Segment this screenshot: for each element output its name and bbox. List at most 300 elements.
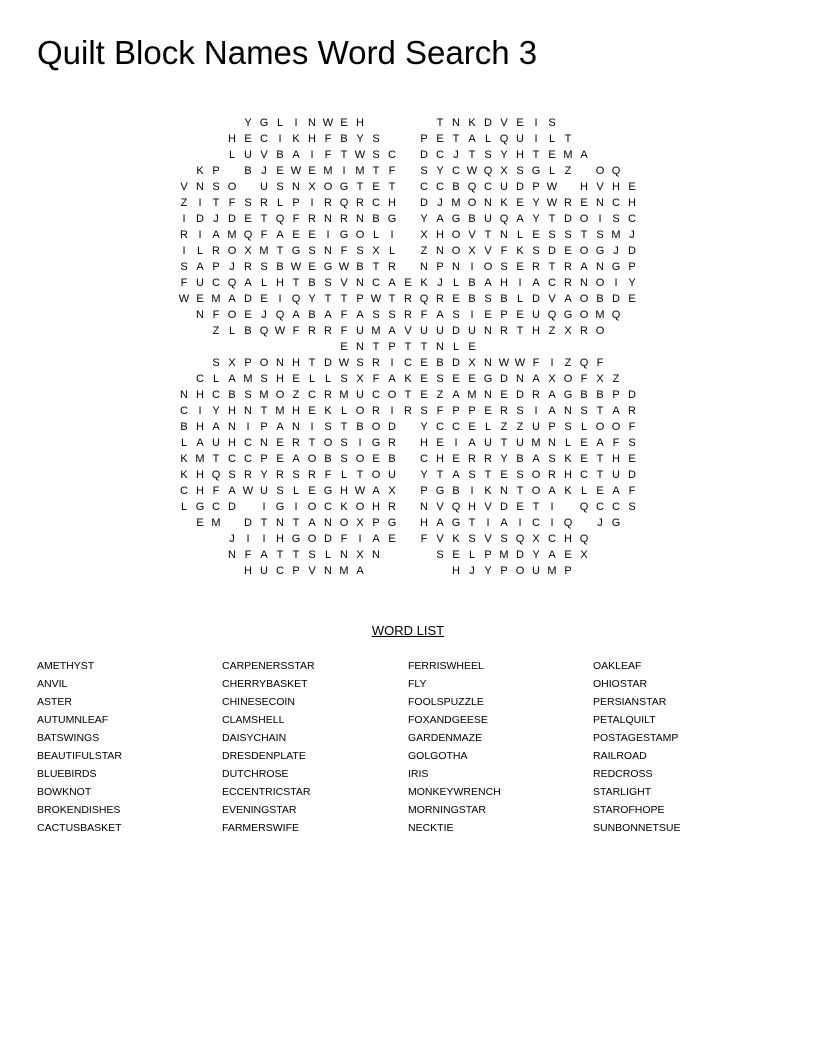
grid-letter: D	[452, 325, 460, 337]
grid-letter: S	[500, 533, 508, 545]
grid-letter: N	[324, 517, 332, 529]
grid-letter: N	[452, 261, 460, 273]
grid-letter: S	[260, 373, 268, 385]
grid-letter: D	[532, 293, 540, 305]
grid-letter: A	[500, 517, 508, 529]
grid-letter: O	[355, 229, 365, 241]
grid-letter: D	[516, 389, 524, 401]
grid-letter: S	[212, 357, 220, 369]
grid-letter: V	[436, 533, 444, 545]
grid-letter: E	[516, 261, 524, 273]
grid-letter: E	[484, 405, 492, 417]
grid-letter: O	[323, 437, 333, 449]
grid-letter: C	[388, 149, 396, 161]
grid-letter: A	[484, 277, 492, 289]
grid-letter: C	[452, 165, 460, 177]
grid-letter: G	[339, 181, 349, 193]
grid-letter: R	[308, 469, 316, 481]
grid-letter: E	[244, 309, 252, 321]
grid-letter: M	[259, 389, 269, 401]
word-list-item: PERSIANSTAR	[593, 696, 667, 708]
grid-letter: F	[228, 197, 236, 209]
grid-letter: K	[420, 277, 428, 289]
grid-letter: T	[580, 229, 588, 241]
grid-letter: I	[310, 421, 314, 433]
grid-letter: N	[292, 421, 300, 433]
grid-letter: R	[564, 277, 572, 289]
word-list-item: FOXANDGEESE	[408, 714, 488, 726]
grid-letter: E	[404, 277, 412, 289]
grid-letter: P	[292, 565, 300, 577]
grid-letter: E	[244, 213, 252, 225]
grid-letter: O	[451, 229, 461, 241]
grid-letter: A	[276, 229, 284, 241]
grid-letter: U	[356, 325, 364, 337]
grid-letter: N	[596, 197, 604, 209]
grid-letter: Y	[356, 133, 364, 145]
grid-letter: O	[579, 293, 589, 305]
grid-letter: N	[516, 373, 524, 385]
grid-letter: D	[420, 149, 428, 161]
grid-letter: S	[356, 357, 364, 369]
grid-letter: R	[356, 197, 364, 209]
grid-letter: B	[436, 357, 444, 369]
grid-letter: X	[468, 357, 476, 369]
grid-letter: X	[532, 533, 540, 545]
grid-letter: U	[516, 133, 524, 145]
word-list-item: BEAUTIFULSTAR	[37, 750, 122, 762]
grid-letter: R	[244, 469, 252, 481]
grid-letter: U	[500, 181, 508, 193]
grid-letter: S	[324, 421, 332, 433]
grid-letter: Q	[579, 501, 589, 513]
grid-letter: E	[452, 373, 460, 385]
word-list-item: BLUEBIRDS	[37, 768, 97, 780]
grid-letter: S	[564, 229, 572, 241]
grid-letter: F	[628, 485, 636, 497]
grid-letter: A	[548, 549, 556, 561]
grid-letter: T	[468, 517, 476, 529]
word-list-item: OAKLEAF	[593, 660, 642, 672]
grid-letter: O	[355, 453, 365, 465]
grid-letter: T	[420, 341, 428, 353]
grid-letter: C	[276, 565, 284, 577]
grid-letter: O	[275, 389, 285, 401]
grid-letter: O	[355, 501, 365, 513]
grid-letter: Q	[515, 533, 525, 545]
grid-letter: L	[324, 373, 332, 385]
grid-letter: L	[468, 549, 476, 561]
grid-letter: T	[388, 181, 396, 193]
grid-letter: D	[516, 181, 524, 193]
grid-letter: R	[324, 325, 332, 337]
grid-letter: A	[228, 373, 236, 385]
grid-letter: I	[182, 213, 186, 225]
grid-letter: W	[514, 357, 526, 369]
grid-letter: T	[260, 405, 268, 417]
grid-letter: X	[596, 373, 604, 385]
grid-letter: N	[484, 325, 492, 337]
word-list-item: DRESDENPLATE	[222, 750, 306, 762]
grid-letter: P	[452, 405, 460, 417]
grid-letter: N	[196, 181, 204, 193]
grid-letter: I	[454, 437, 458, 449]
grid-letter: A	[212, 229, 220, 241]
grid-letter: X	[356, 549, 364, 561]
grid-letter: T	[548, 213, 556, 225]
grid-letter: L	[580, 421, 588, 433]
grid-letter: Q	[259, 325, 269, 337]
grid-letter: Y	[420, 469, 428, 481]
grid-letter: Q	[499, 133, 509, 145]
grid-letter: L	[180, 501, 188, 513]
grid-letter: G	[291, 533, 301, 545]
grid-letter: T	[484, 229, 492, 241]
grid-letter: F	[532, 357, 540, 369]
grid-letter: R	[580, 325, 588, 337]
grid-letter: I	[390, 405, 394, 417]
grid-letter: M	[275, 405, 285, 417]
grid-letter: L	[580, 485, 588, 497]
grid-letter: U	[260, 485, 268, 497]
grid-letter: M	[339, 389, 349, 401]
grid-letter: G	[451, 213, 461, 225]
grid-letter: G	[291, 245, 301, 257]
word-list-item: ECCENTRICSTAR	[222, 786, 311, 798]
grid-letter: R	[404, 405, 412, 417]
grid-letter: H	[436, 229, 444, 241]
grid-letter: C	[420, 181, 428, 193]
grid-letter: I	[262, 533, 266, 545]
grid-letter: D	[516, 549, 524, 561]
grid-letter: E	[276, 453, 284, 465]
word-list-item: PETALQUILT	[593, 714, 656, 726]
grid-letter: S	[516, 165, 524, 177]
grid-letter: H	[228, 437, 236, 449]
grid-letter: Z	[564, 357, 572, 369]
grid-letter: B	[244, 325, 252, 337]
grid-letter: C	[196, 373, 204, 385]
grid-letter: Q	[243, 229, 253, 241]
grid-letter: O	[467, 197, 477, 209]
grid-letter: P	[244, 357, 252, 369]
grid-letter: E	[420, 373, 428, 385]
grid-letter: Q	[611, 309, 621, 321]
grid-letter: S	[532, 245, 540, 257]
grid-letter: E	[500, 469, 508, 481]
grid-letter: L	[340, 469, 348, 481]
grid-letter: A	[372, 485, 380, 497]
grid-letter: A	[228, 485, 236, 497]
word-list-item: MORNINGSTAR	[408, 804, 486, 816]
grid-letter: E	[292, 373, 300, 385]
grid-letter: R	[308, 325, 316, 337]
grid-letter: R	[308, 213, 316, 225]
grid-letter: X	[500, 165, 508, 177]
grid-letter: C	[612, 501, 620, 513]
grid-letter: B	[308, 309, 316, 321]
grid-letter: H	[564, 469, 572, 481]
grid-letter: C	[212, 501, 220, 513]
grid-letter: R	[532, 389, 540, 401]
grid-letter: T	[596, 453, 604, 465]
grid-letter: D	[244, 293, 252, 305]
grid-letter: Q	[275, 213, 285, 225]
grid-letter: T	[468, 149, 476, 161]
grid-letter: F	[436, 405, 444, 417]
grid-letter: O	[451, 245, 461, 257]
grid-letter: P	[212, 261, 220, 273]
grid-letter: S	[484, 149, 492, 161]
grid-letter: C	[548, 533, 556, 545]
word-list-item: ANVIL	[37, 678, 68, 690]
grid-letter: G	[563, 389, 573, 401]
grid-letter: C	[596, 501, 604, 513]
grid-letter: W	[546, 181, 558, 193]
grid-letter: D	[324, 357, 332, 369]
grid-letter: S	[244, 197, 252, 209]
grid-letter: O	[227, 309, 237, 321]
grid-letter: E	[196, 517, 204, 529]
grid-letter: G	[451, 517, 461, 529]
grid-letter: T	[292, 517, 300, 529]
grid-letter: V	[500, 117, 508, 129]
grid-letter: L	[228, 325, 236, 337]
grid-letter: L	[564, 437, 572, 449]
grid-letter: N	[196, 309, 204, 321]
grid-letter: L	[452, 341, 460, 353]
grid-letter: N	[276, 517, 284, 529]
grid-letter: G	[563, 309, 573, 321]
grid-letter: S	[260, 261, 268, 273]
grid-letter: I	[182, 245, 186, 257]
grid-letter: T	[404, 389, 412, 401]
grid-letter: R	[244, 261, 252, 273]
grid-letter: H	[628, 197, 636, 209]
grid-letter: E	[468, 373, 476, 385]
grid-letter: O	[323, 181, 333, 193]
grid-letter: F	[292, 213, 300, 225]
grid-letter: P	[500, 565, 508, 577]
grid-letter: U	[420, 325, 428, 337]
grid-letter: M	[355, 165, 365, 177]
grid-letter: H	[436, 453, 444, 465]
grid-letter: R	[180, 229, 188, 241]
grid-letter: C	[628, 213, 636, 225]
grid-letter: P	[372, 517, 380, 529]
grid-letter: E	[468, 341, 476, 353]
grid-letter: G	[531, 165, 541, 177]
grid-letter: M	[563, 149, 573, 161]
grid-letter: C	[180, 405, 188, 417]
grid-letter: D	[628, 469, 636, 481]
grid-letter: S	[484, 293, 492, 305]
word-list-heading: WORD LIST	[371, 623, 445, 638]
grid-letter: T	[436, 469, 444, 481]
grid-letter: U	[532, 565, 540, 577]
grid-letter: I	[470, 309, 474, 321]
grid-letter: T	[340, 421, 348, 433]
grid-letter: S	[340, 453, 348, 465]
grid-letter: F	[340, 245, 348, 257]
grid-letter: W	[322, 117, 334, 129]
word-list-item: FOOLSPUZZLE	[408, 696, 484, 708]
grid-letter: E	[516, 501, 524, 513]
grid-letter: R	[564, 197, 572, 209]
grid-letter: O	[339, 517, 349, 529]
grid-letter: U	[532, 309, 540, 321]
grid-letter: J	[261, 165, 267, 177]
grid-letter: Z	[436, 389, 444, 401]
grid-letter: G	[435, 485, 445, 497]
grid-letter: A	[196, 437, 204, 449]
grid-letter: I	[358, 437, 362, 449]
grid-letter: W	[290, 165, 302, 177]
grid-letter: A	[532, 277, 540, 289]
grid-letter: X	[468, 245, 476, 257]
grid-letter: I	[278, 293, 282, 305]
grid-letter: N	[564, 405, 572, 417]
grid-letter: S	[276, 181, 284, 193]
grid-letter: G	[323, 485, 333, 497]
grid-letter: T	[356, 181, 364, 193]
grid-letter: K	[484, 485, 492, 497]
grid-letter: B	[228, 389, 236, 401]
grid-letter: K	[180, 453, 188, 465]
grid-letter: F	[324, 469, 332, 481]
grid-letter: T	[260, 213, 268, 225]
grid-letter: I	[358, 533, 362, 545]
grid-letter: N	[276, 357, 284, 369]
grid-letter: S	[500, 261, 508, 273]
grid-letter: G	[339, 229, 349, 241]
grid-letter: C	[180, 485, 188, 497]
word-list-item: BATSWINGS	[37, 732, 100, 744]
grid-letter: N	[292, 181, 300, 193]
grid-letter: B	[356, 421, 364, 433]
grid-letter: E	[516, 197, 524, 209]
grid-letter: E	[340, 117, 348, 129]
grid-letter: P	[500, 309, 508, 321]
grid-letter: E	[580, 437, 588, 449]
grid-letter: T	[500, 437, 508, 449]
word-list-item: OHIOSTAR	[593, 678, 648, 690]
grid-letter: Y	[532, 213, 540, 225]
grid-letter: F	[580, 373, 588, 385]
grid-letter: B	[516, 453, 524, 465]
word-list-item: GARDENMAZE	[408, 732, 483, 744]
grid-letter: I	[310, 149, 314, 161]
grid-letter: I	[550, 517, 554, 529]
word-list-item: EVENINGSTAR	[222, 804, 297, 816]
grid-letter: H	[372, 501, 380, 513]
grid-letter: A	[548, 485, 556, 497]
grid-letter: E	[292, 229, 300, 241]
grid-letter: C	[244, 437, 252, 449]
grid-letter: T	[532, 149, 540, 161]
grid-letter: Q	[467, 181, 477, 193]
grid-letter: H	[196, 485, 204, 497]
grid-letter: V	[468, 229, 476, 241]
grid-letter: J	[613, 245, 619, 257]
grid-letter: S	[564, 421, 572, 433]
grid-letter: S	[628, 437, 636, 449]
grid-letter: N	[484, 389, 492, 401]
grid-letter: F	[500, 245, 508, 257]
grid-letter: R	[500, 405, 508, 417]
grid-letter: O	[227, 181, 237, 193]
grid-letter: O	[579, 213, 589, 225]
grid-letter: H	[276, 533, 284, 545]
grid-letter: B	[388, 453, 396, 465]
word-list-item: DAISYCHAIN	[222, 732, 287, 744]
grid-letter: D	[420, 197, 428, 209]
grid-letter: K	[292, 133, 300, 145]
grid-letter: E	[580, 453, 588, 465]
grid-letter: F	[372, 373, 380, 385]
grid-letter: A	[436, 517, 444, 529]
grid-letter: E	[436, 437, 444, 449]
grid-letter: L	[292, 485, 300, 497]
grid-letter: C	[308, 389, 316, 401]
grid-letter: G	[275, 501, 285, 513]
grid-letter: B	[308, 277, 316, 289]
grid-letter: E	[532, 229, 540, 241]
grid-letter: S	[340, 437, 348, 449]
word-list-item: BROKENDISHES	[37, 804, 121, 816]
grid-letter: E	[628, 293, 636, 305]
grid-letter: N	[436, 341, 444, 353]
grid-letter: R	[484, 453, 492, 465]
word-list-item: STAROFHOPE	[593, 804, 665, 816]
grid-letter: D	[628, 245, 636, 257]
grid-letter: G	[259, 117, 269, 129]
grid-letter: D	[452, 357, 460, 369]
grid-letter: F	[612, 437, 620, 449]
grid-letter: T	[292, 277, 300, 289]
grid-letter: W	[370, 293, 382, 305]
grid-letter: E	[500, 389, 508, 401]
grid-letter: D	[228, 213, 236, 225]
word-list-item: ASTER	[37, 696, 73, 708]
grid-letter: I	[326, 229, 330, 241]
grid-letter: Q	[211, 469, 221, 481]
grid-letter: I	[518, 277, 522, 289]
grid-letter: H	[196, 469, 204, 481]
grid-letter: R	[404, 293, 412, 305]
grid-letter: S	[580, 405, 588, 417]
grid-letter: S	[308, 245, 316, 257]
grid-letter: L	[196, 245, 204, 257]
grid-letter: A	[292, 453, 300, 465]
grid-letter: T	[356, 469, 364, 481]
grid-letter: M	[371, 325, 381, 337]
grid-letter: H	[196, 421, 204, 433]
grid-letter: R	[628, 405, 636, 417]
grid-letter: F	[596, 357, 604, 369]
grid-letter: C	[372, 277, 380, 289]
grid-letter: A	[516, 213, 524, 225]
grid-letter: P	[484, 549, 492, 561]
grid-letter: E	[372, 453, 380, 465]
grid-letter: N	[260, 437, 268, 449]
grid-letter: E	[372, 181, 380, 193]
grid-letter: A	[276, 421, 284, 433]
grid-letter: R	[388, 437, 396, 449]
grid-letter: L	[276, 197, 284, 209]
grid-letter: N	[420, 261, 428, 273]
grid-letter: I	[246, 533, 250, 545]
